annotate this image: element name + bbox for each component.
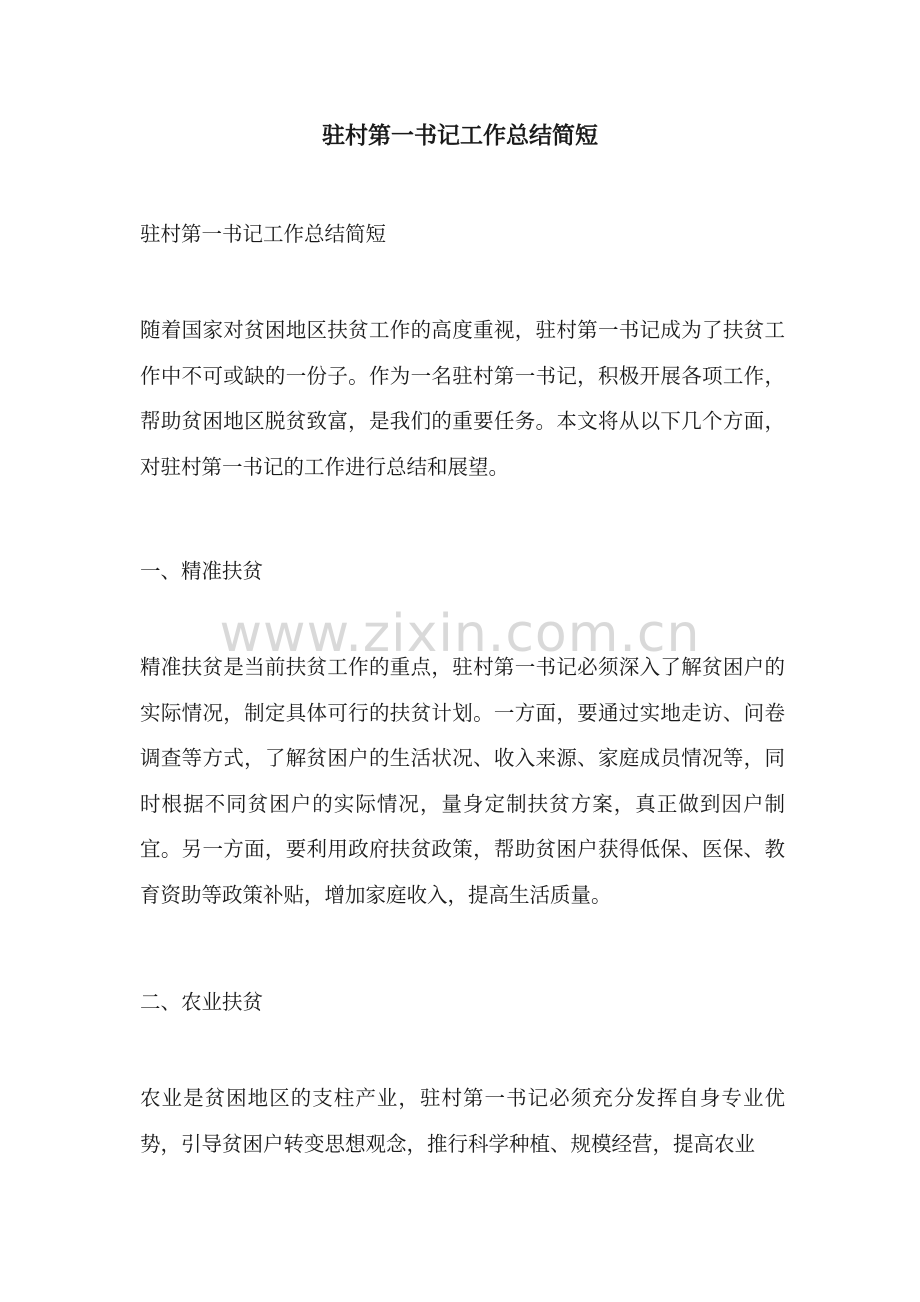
document-subtitle: 驻村第一书记工作总结简短: [140, 222, 386, 246]
document-title: 驻村第一书记工作总结简短: [322, 122, 598, 149]
section-body-agriculture: 农业是贫困地区的支柱产业，驻村第一书记必须充分发挥自身专业优势，引导贫困户转变思想观念，推行科学种植、规模经营，提高农业: [140, 1086, 785, 1156]
section-heading-precision-poverty: 一、精准扶贫: [140, 559, 263, 583]
intro-paragraph: 随着国家对贫困地区扶贫工作的高度重视，驻村第一书记成为了扶贫工作中不可或缺的一份子。作为一名驻村第一书记，积极开展各项工作，帮助贫困地区脱贫致富，是我们的重要任务。本文将从以下几个方面，对驻村第一书记的工作进行总结和展望。: [140, 318, 785, 479]
watermark-text: www.zixin.com.cn: [219, 604, 701, 664]
section-body-precision-poverty: 精准扶贫是当前扶贫工作的重点，驻村第一书记必须深入了解贫困户的实际情况，制定具体可行的扶贫计划。一方面，要通过实地走访、问卷调查等方式，了解贫困户的生活状况、收入来源、家庭成员情况等，同时根据不同贫困户的实际情况，量身定制扶贫方案，真正做到因户制宜。另一方面，要利用政府扶贫政策，帮助贫困户获得低保、医保、教育资助等政策补贴，增加家庭收入，提高生活质量。: [140, 655, 785, 907]
section-heading-agriculture: 二、农业扶贫: [140, 990, 263, 1014]
